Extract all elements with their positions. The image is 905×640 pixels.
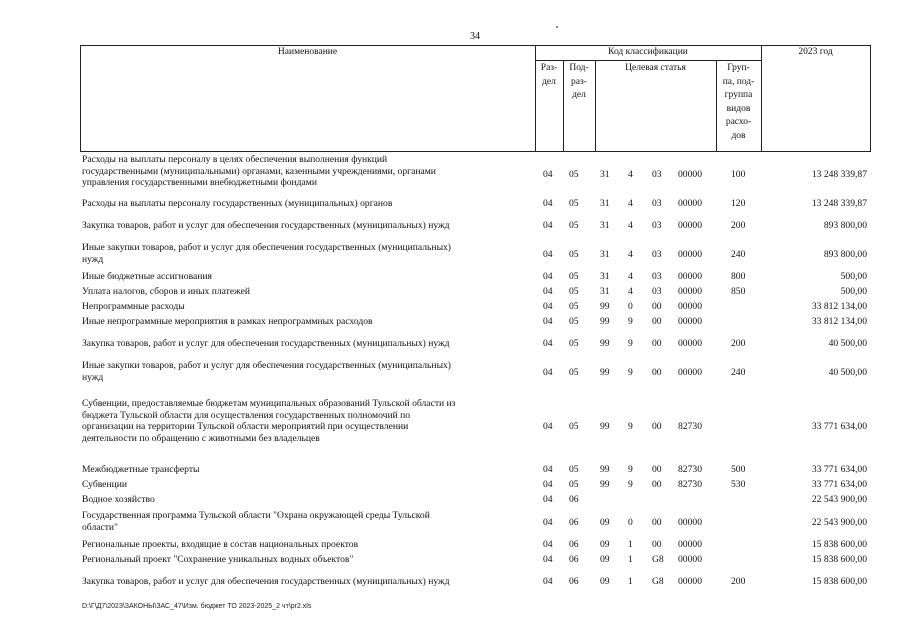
row-c: 03 bbox=[652, 271, 662, 282]
row-a: 31 bbox=[600, 220, 610, 231]
row-sum: 33 771 634,00 bbox=[811, 479, 867, 490]
row-sum: 500,00 bbox=[840, 286, 867, 297]
row-rz: 04 bbox=[543, 494, 553, 505]
row-rz: 04 bbox=[543, 286, 553, 297]
row-d: 00000 bbox=[678, 316, 702, 327]
row-d: 82730 bbox=[678, 421, 702, 432]
row-c: 00 bbox=[652, 421, 662, 432]
row-vr: 120 bbox=[731, 198, 746, 209]
row-rz: 04 bbox=[543, 539, 553, 550]
row-a: 09 bbox=[600, 554, 610, 565]
row-vr: 240 bbox=[731, 367, 746, 378]
row-c: 00 bbox=[652, 517, 662, 528]
row-a: 99 bbox=[600, 338, 610, 349]
row-name: Иные бюджетные ассигнования bbox=[82, 271, 212, 282]
row-rz: 04 bbox=[543, 169, 553, 180]
row-a: 99 bbox=[600, 316, 610, 327]
row-sum: 15 838 600,00 bbox=[811, 576, 867, 587]
row-pr: 05 bbox=[569, 198, 579, 209]
row-pr: 05 bbox=[569, 220, 579, 231]
file-path: D:\Г\Д7\2023\ЗАКОНЫ\ЗАС_47\Изм. бюджет ТО 2023-2025_2 чт\pr2.xls bbox=[82, 603, 312, 610]
row-name: Непрограммные расходы bbox=[82, 301, 185, 312]
row-name: Иные непрограммные мероприятия в рамках непрограммных расходов bbox=[82, 316, 373, 327]
row-b: 4 bbox=[628, 286, 633, 297]
row-name: Межбюджетные трансферты bbox=[82, 464, 200, 475]
scan-speck bbox=[556, 26, 558, 28]
row-name: Региональные проекты, входящие в состав национальных проектов bbox=[82, 539, 359, 550]
row-sum: 893 800,00 bbox=[823, 220, 867, 231]
row-a: 31 bbox=[600, 169, 610, 180]
row-c: 03 bbox=[652, 249, 662, 260]
row-vr: 850 bbox=[731, 286, 746, 297]
row-b: 9 bbox=[628, 421, 633, 432]
row-name: Водное хозяйство bbox=[82, 494, 155, 505]
row-name: Уплата налогов, сборов и иных платежей bbox=[82, 286, 251, 297]
row-d: 82730 bbox=[678, 464, 702, 475]
row-c: 00 bbox=[652, 464, 662, 475]
row-b: 4 bbox=[628, 220, 633, 231]
header-year: 2023 год bbox=[798, 47, 833, 57]
row-a: 31 bbox=[600, 198, 610, 209]
row-b: 9 bbox=[628, 338, 633, 349]
row-c: 00 bbox=[652, 539, 662, 550]
row-rz: 04 bbox=[543, 198, 553, 209]
row-pr: 05 bbox=[569, 249, 579, 260]
header-razdel: Раз- дел bbox=[540, 63, 558, 87]
row-b: 4 bbox=[628, 249, 633, 260]
row-vr: 500 bbox=[731, 464, 746, 475]
row-sum: 13 248 339,87 bbox=[811, 169, 867, 180]
row-pr: 05 bbox=[569, 464, 579, 475]
row-c: 00 bbox=[652, 301, 662, 312]
row-pr: 06 bbox=[569, 554, 579, 565]
row-sum: 15 838 600,00 bbox=[811, 539, 867, 550]
row-sum: 13 248 339,87 bbox=[811, 198, 867, 209]
row-c: G8 bbox=[652, 576, 664, 587]
row-rz: 04 bbox=[543, 338, 553, 349]
row-name: Закупка товаров, работ и услуг для обеспечения государственных (муниципальных) нужд bbox=[82, 576, 450, 587]
row-vr: 240 bbox=[731, 249, 746, 260]
row-pr: 05 bbox=[569, 169, 579, 180]
row-c: 03 bbox=[652, 286, 662, 297]
row-c: 00 bbox=[652, 479, 662, 490]
row-sum: 893 800,00 bbox=[823, 249, 867, 260]
row-sum: 33 812 134,00 bbox=[811, 316, 867, 327]
row-sum: 33 771 634,00 bbox=[811, 464, 867, 475]
row-rz: 04 bbox=[543, 479, 553, 490]
header-name: Наименование bbox=[277, 47, 338, 57]
row-b: 4 bbox=[628, 271, 633, 282]
row-name: Иные закупки товаров, работ и услуг для обеспечения государственных (муниципальных) нужд bbox=[82, 360, 452, 383]
row-c: 00 bbox=[652, 316, 662, 327]
row-a: 31 bbox=[600, 286, 610, 297]
header-code: Код классификации bbox=[608, 47, 688, 57]
row-b: 4 bbox=[628, 198, 633, 209]
row-b: 0 bbox=[628, 517, 633, 528]
row-pr: 05 bbox=[569, 367, 579, 378]
row-c: 00 bbox=[652, 367, 662, 378]
row-b: 9 bbox=[628, 464, 633, 475]
row-b: 9 bbox=[628, 367, 633, 378]
row-a: 09 bbox=[600, 539, 610, 550]
row-b: 0 bbox=[628, 301, 633, 312]
row-name: Государственная программа Тульской области "Охрана окружающей среды Тульской области" bbox=[82, 510, 430, 533]
row-sum: 33 771 634,00 bbox=[811, 421, 867, 432]
row-d: 00000 bbox=[678, 367, 702, 378]
row-pr: 05 bbox=[569, 316, 579, 327]
row-pr: 06 bbox=[569, 494, 579, 505]
header-group: Груп- па, под- группа видов расхо- дов bbox=[722, 63, 755, 141]
row-d: 00000 bbox=[678, 539, 702, 550]
page-number: 34 bbox=[470, 31, 480, 42]
row-rz: 04 bbox=[543, 249, 553, 260]
header-left-border bbox=[80, 45, 81, 152]
row-b: 4 bbox=[628, 169, 633, 180]
row-b: 9 bbox=[628, 316, 633, 327]
row-d: 00000 bbox=[678, 220, 702, 231]
row-name: Субвенции, предоставляемые бюджетам муниципальных образований Тульской области из бюджета Тульской области для осуществления государственных полномочий по организации на территории Тульской области мероприятий при осуществлении деятельности по обращению с животными без владельцев bbox=[82, 398, 456, 444]
row-rz: 04 bbox=[543, 220, 553, 231]
row-c: G8 bbox=[652, 554, 664, 565]
header-bottom-border bbox=[80, 151, 871, 152]
row-name: Субвенции bbox=[82, 479, 127, 490]
row-c: 03 bbox=[652, 198, 662, 209]
row-rz: 04 bbox=[543, 517, 553, 528]
row-pr: 05 bbox=[569, 421, 579, 432]
row-rz: 04 bbox=[543, 554, 553, 565]
header-right-border bbox=[870, 45, 871, 152]
header-code-divider bbox=[535, 60, 761, 61]
row-pr: 06 bbox=[569, 576, 579, 587]
row-a: 09 bbox=[600, 517, 610, 528]
header-target: Целевая статья bbox=[625, 63, 686, 73]
row-vr: 530 bbox=[731, 479, 746, 490]
row-a: 99 bbox=[600, 479, 610, 490]
row-vr: 200 bbox=[731, 338, 746, 349]
row-a: 99 bbox=[600, 367, 610, 378]
row-rz: 04 bbox=[543, 301, 553, 312]
row-sum: 15 838 600,00 bbox=[811, 554, 867, 565]
row-vr: 100 bbox=[731, 169, 746, 180]
row-sum: 33 812 134,00 bbox=[811, 301, 867, 312]
header-podrazdel: Под- раз- дел bbox=[569, 63, 589, 100]
row-a: 99 bbox=[600, 421, 610, 432]
row-c: 03 bbox=[652, 220, 662, 231]
row-sum: 40 500,00 bbox=[828, 367, 867, 378]
table-header bbox=[80, 45, 871, 152]
row-vr: 800 bbox=[731, 271, 746, 282]
row-name: Закупка товаров, работ и услуг для обеспечения государственных (муниципальных) нужд bbox=[82, 338, 450, 349]
row-sum: 22 543 900,00 bbox=[811, 494, 867, 505]
row-sum: 40 500,00 bbox=[828, 338, 867, 349]
row-d: 00000 bbox=[678, 271, 702, 282]
row-rz: 04 bbox=[543, 316, 553, 327]
row-sum: 500,00 bbox=[840, 271, 867, 282]
row-pr: 05 bbox=[569, 286, 579, 297]
row-a: 09 bbox=[600, 576, 610, 587]
row-name: Расходы на выплаты персоналу в целях обеспечения выполнения функций государственными (муниципальными) органами, казенными учреждениями, органами управления государственными внебюджетными фондами bbox=[82, 154, 436, 188]
row-pr: 06 bbox=[569, 517, 579, 528]
row-c: 00 bbox=[652, 338, 662, 349]
row-pr: 06 bbox=[569, 539, 579, 550]
row-pr: 05 bbox=[569, 479, 579, 490]
row-name: Иные закупки товаров, работ и услуг для обеспечения государственных (муниципальных) нужд bbox=[82, 242, 452, 265]
row-c: 03 bbox=[652, 169, 662, 180]
row-d: 00000 bbox=[678, 554, 702, 565]
row-d: 00000 bbox=[678, 517, 702, 528]
header-col-divider-5 bbox=[761, 45, 762, 152]
row-pr: 05 bbox=[569, 271, 579, 282]
row-name: Закупка товаров, работ и услуг для обеспечения государственных (муниципальных) нужд bbox=[82, 220, 450, 231]
row-b: 1 bbox=[628, 554, 633, 565]
row-d: 00000 bbox=[678, 576, 702, 587]
row-a: 31 bbox=[600, 249, 610, 260]
row-pr: 05 bbox=[569, 301, 579, 312]
row-sum: 22 543 900,00 bbox=[811, 517, 867, 528]
row-vr: 200 bbox=[731, 576, 746, 587]
row-d: 00000 bbox=[678, 198, 702, 209]
row-d: 00000 bbox=[678, 286, 702, 297]
row-a: 31 bbox=[600, 271, 610, 282]
row-pr: 05 bbox=[569, 338, 579, 349]
row-a: 99 bbox=[600, 464, 610, 475]
row-name: Региональный проект "Сохранение уникальных водных объектов" bbox=[82, 554, 354, 565]
row-vr: 200 bbox=[731, 220, 746, 231]
row-d: 00000 bbox=[678, 169, 702, 180]
row-d: 82730 bbox=[678, 479, 702, 490]
row-rz: 04 bbox=[543, 421, 553, 432]
row-d: 00000 bbox=[678, 249, 702, 260]
row-b: 1 bbox=[628, 539, 633, 550]
row-rz: 04 bbox=[543, 464, 553, 475]
row-b: 1 bbox=[628, 576, 633, 587]
row-d: 00000 bbox=[678, 338, 702, 349]
row-name: Расходы на выплаты персоналу государственных (муниципальных) органов bbox=[82, 198, 393, 209]
row-rz: 04 bbox=[543, 271, 553, 282]
row-rz: 04 bbox=[543, 367, 553, 378]
row-rz: 04 bbox=[543, 576, 553, 587]
row-d: 00000 bbox=[678, 301, 702, 312]
row-b: 9 bbox=[628, 479, 633, 490]
row-a: 99 bbox=[600, 301, 610, 312]
